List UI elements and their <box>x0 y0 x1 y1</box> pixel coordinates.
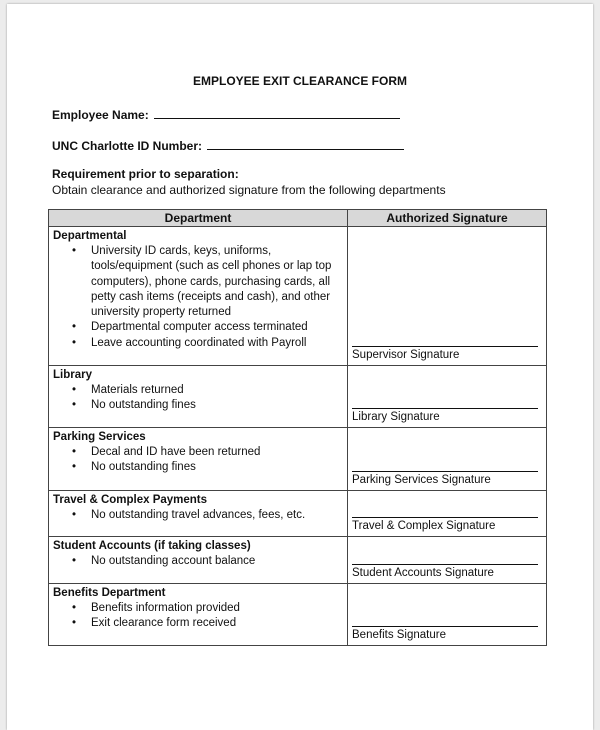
signature-line <box>352 471 538 472</box>
department-cell <box>49 428 348 491</box>
signature-label: Student Accounts Signature <box>352 567 494 579</box>
department-cell <box>49 491 348 537</box>
bullet-icon: • <box>72 602 77 614</box>
requirement-list <box>53 601 343 632</box>
requirement-list <box>53 554 343 569</box>
id-number-blank <box>207 139 404 150</box>
bullet-icon: • <box>72 617 77 630</box>
table-row <box>49 537 547 584</box>
list-item-text: Leave accounting coordinated with Payroll <box>91 336 307 349</box>
department-cell <box>49 537 348 584</box>
signature-cell <box>348 491 547 537</box>
department-header: Department <box>49 210 348 227</box>
signature-line <box>352 564 538 565</box>
list-item-text: Departmental computer access terminated <box>91 321 308 334</box>
signature-cell <box>348 428 547 491</box>
list-item <box>53 554 343 569</box>
signature-line <box>352 626 538 627</box>
list-item <box>53 244 343 320</box>
document-page <box>7 4 593 730</box>
signature-cell <box>348 227 547 366</box>
bullet-icon: • <box>72 509 77 521</box>
list-item-text: University ID cards, keys, uniforms, tools/equipment (such as cell phones or lap top computers), phone cards, purchasing cards, all petty cash items (receipts and cash), and other university property returned <box>91 245 332 319</box>
requirement-heading: Requirement prior to separation: <box>52 167 239 181</box>
signature-label: Benefits Signature <box>352 629 446 641</box>
bullet-icon: • <box>72 245 77 257</box>
bullet-icon: • <box>72 384 77 396</box>
list-item <box>53 616 343 631</box>
table-row <box>49 491 547 537</box>
id-number-label: UNC Charlotte ID Number: <box>52 139 203 153</box>
bullet-icon: • <box>72 555 77 567</box>
bullet-icon: • <box>72 446 77 458</box>
department-title: Departmental <box>53 230 127 242</box>
bullet-icon: • <box>72 321 77 334</box>
list-item <box>53 383 343 398</box>
signature-label: Library Signature <box>352 411 440 423</box>
requirement-list <box>53 508 343 523</box>
department-title: Student Accounts (if taking classes) <box>53 540 251 552</box>
clearance-table <box>48 209 547 646</box>
employee-name-blank <box>154 108 400 119</box>
department-cell <box>49 584 348 646</box>
department-title: Library <box>53 369 92 381</box>
bullet-icon: • <box>72 336 77 349</box>
bullet-icon: • <box>72 461 77 474</box>
id-number-field <box>52 139 404 153</box>
list-item-text: No outstanding travel advances, fees, etc. <box>91 509 306 521</box>
signature-header: Authorized Signature <box>348 210 547 227</box>
department-title: Benefits Department <box>53 587 166 599</box>
list-item-text: No outstanding fines <box>91 461 196 474</box>
department-title: Parking Services <box>53 431 146 443</box>
signature-line <box>352 408 538 409</box>
signature-label: Travel & Complex Signature <box>352 520 496 532</box>
list-item-text: Decal and ID have been returned <box>91 446 261 458</box>
signature-label: Parking Services Signature <box>352 474 491 486</box>
list-item-text: Exit clearance form received <box>91 617 237 630</box>
department-cell <box>49 227 348 366</box>
requirement-list <box>53 445 343 476</box>
list-item <box>53 460 343 475</box>
form-title: EMPLOYEE EXIT CLEARANCE FORM <box>192 74 407 88</box>
list-item-text: No outstanding fines <box>91 399 196 412</box>
signature-line <box>352 346 538 347</box>
table-row <box>49 366 547 428</box>
table-header-row <box>49 210 547 227</box>
list-item <box>53 601 343 616</box>
signature-label: Supervisor Signature <box>352 349 460 361</box>
employee-name-field <box>52 108 400 122</box>
requirement-list <box>53 383 343 414</box>
table-row <box>49 584 547 646</box>
list-item <box>53 320 343 335</box>
employee-name-label: Employee Name: <box>52 108 149 122</box>
list-item-text: Benefits information provided <box>91 602 240 614</box>
list-item-text: No outstanding account balance <box>91 555 256 567</box>
requirement-text: Obtain clearance and authorized signature from the following departments <box>52 183 446 197</box>
list-item <box>53 336 343 351</box>
list-item <box>53 398 343 413</box>
signature-cell <box>348 537 547 584</box>
list-item <box>53 508 343 523</box>
list-item-text: Materials returned <box>91 384 184 396</box>
department-cell <box>49 366 348 428</box>
signature-cell <box>348 584 547 646</box>
signature-cell <box>348 366 547 428</box>
list-item <box>53 445 343 460</box>
table-row <box>49 227 547 366</box>
signature-line <box>352 517 538 518</box>
bullet-icon: • <box>72 399 77 412</box>
table-row <box>49 428 547 491</box>
department-title: Travel & Complex Payments <box>53 494 208 506</box>
requirement-list <box>53 244 343 351</box>
